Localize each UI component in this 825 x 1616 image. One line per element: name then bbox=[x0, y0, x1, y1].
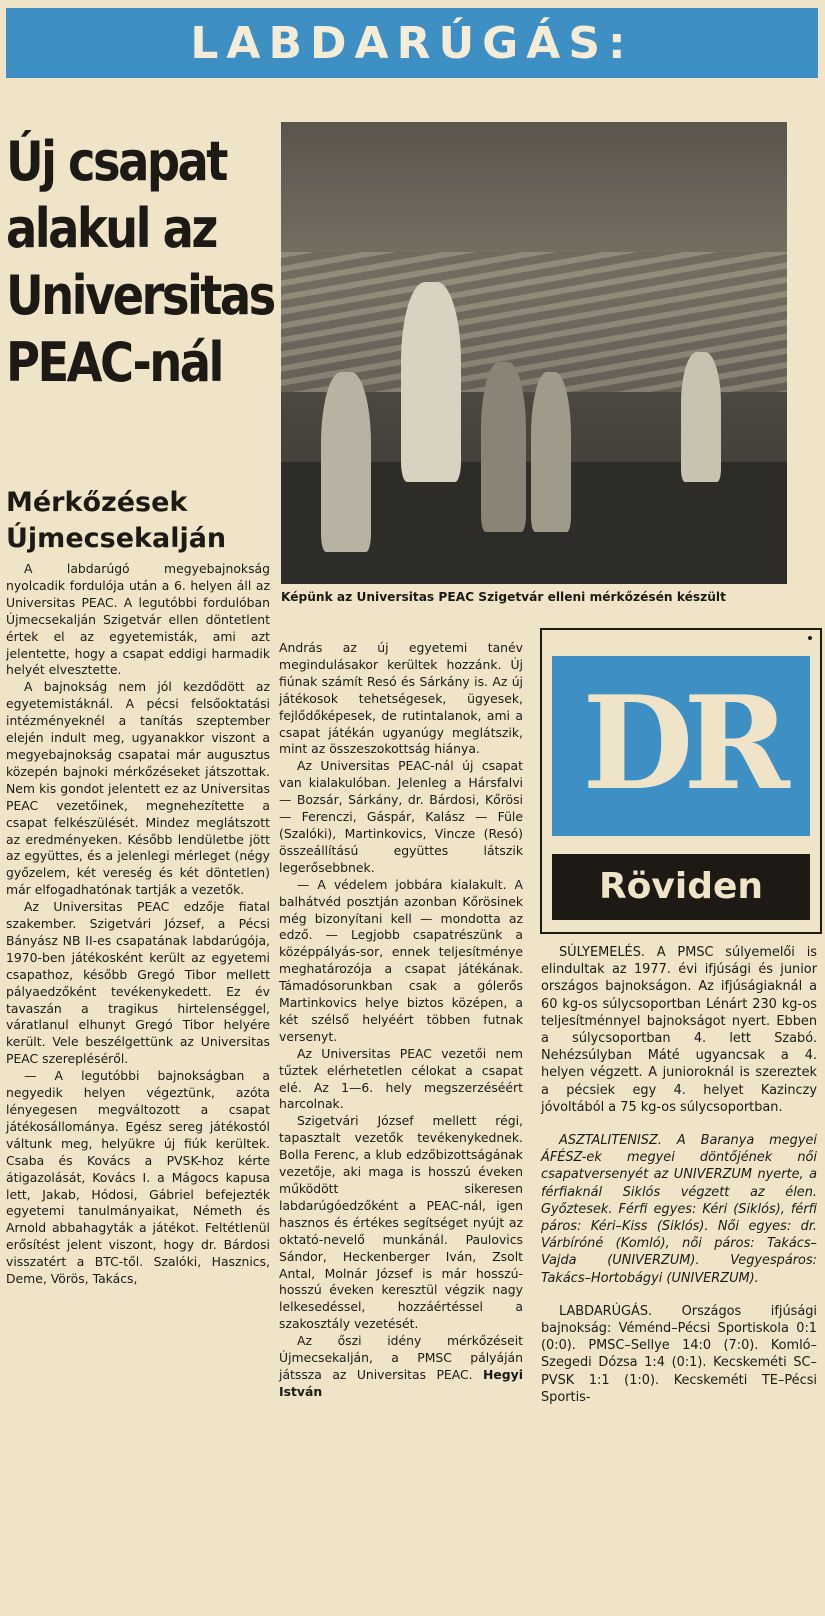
paragraph: Az Universitas PEAC edzője fiatal szakember. Szigetvári József, a Pécsi Bányász NB II-es csapatának labdarúgója, 1970-ben játékosként került az egyetemi csapathoz, később Gregó Tibor mellett pályaedzőként tevékenykedett. Ez év tavaszán a tragikus hirtelenséggel, váratlanul elhunyt Gregó Tibor helyére került. Vele beszélgettünk az Universitas PEAC szerepléséről. bbox=[6, 899, 270, 1067]
photo-player bbox=[481, 362, 526, 532]
paragraph: A bajnokság nem jól kezdődött az egyetemistáknál. A pécsi felsőoktatási intézményeknél a tanítás szeptember elején indult meg, ugyanakkor viszont a megyebajnokság csapatai már augusztus közepén bajnoki mérkőzéseket játszottak. Nem kis gondot jelentett ez az Universitas PEAC vezetőinek, megnehezítette a csapat felkészülését. Mindez meglátszott az eredményeken. Később lendületbe jött az együttes, és a jelenlegi mérleget (négy győzelem, két vereség és két döntetlen) már elfogadhatónak tartják a vezetők. bbox=[6, 679, 270, 898]
article-subhead bbox=[6, 485, 268, 557]
section-banner bbox=[6, 8, 818, 78]
section-title: LABDARÚGÁS: bbox=[190, 17, 634, 69]
dr-logo bbox=[552, 656, 810, 836]
photo-caption: Képünk az Universitas PEAC Szigetvár elleni mérkőzésén készült bbox=[281, 590, 726, 604]
paragraph: Az Universitas PEAC vezetői nem tűztek elérhetetlen célokat a csapat elé. Az 1—6. hely megszerzéséért harcolnak. bbox=[279, 1045, 523, 1112]
roviden-header: Röviden bbox=[552, 854, 810, 920]
news-table-tennis: ASZTALITENISZ. A Baranya megyei ÁFÉSZ-ek megyei döntőjének női csapatversenyét az UNIVERZUM nyerte, a férfiaknál Siklós végzett az élen. Győztesek. Férfi egyes: Kéri (Siklós), férfi páros: Kéri–Kiss (Siklós). Női egyes: dr. Várbíróné (Komló), női páros: Takács–Vajda (UNIVERZUM). Vegyespáros: Takács–Hortobágyi (UNIVERZUM). bbox=[541, 1133, 817, 1286]
news-football: LABDARÚGÁS. Országos ifjúsági bajnokság: Véménd–Pécsi Sportiskola 0:1 (0:0). PMSC–Sellye 14:0 (7:0). Komló–Szegedi Dózsa 1:4 (0:1). Kecskeméti SC–PVSK 1:1 (1:0). Kecskeméti TE–Pécsi Sportis- bbox=[541, 1303, 817, 1405]
photo-player bbox=[321, 372, 371, 552]
paragraph: — A legutóbbi bajnokságban a negyedik helyen végeztünk, azóta lényegesen megváltozott a csapat játékosállománya. Egész sereg játékostól váltunk meg, helyükre új fiúk kerültek. Csaba és Kovács a PVSK-hoz kérte átigazolását, Kovács I. a Mágocs kapusa lett, Jakab, Hódosi, Gábriel befejezték egyetemi tanulmányaikat, Németh és Arnold abbahagyták a játékot. Feltétlenül erősítést jelent viszont, hogy dr. Bárdosi visszatért a BTC-től. Szalóki, Hasznics, Deme, Vörös, Takács, bbox=[6, 1068, 270, 1287]
paragraph: A labdarúgó megyebajnokság nyolcadik fordulója után a 6. helyen áll az Universitas PEAC. A legutóbbi fordulóban Újmecsekalján Szigetvár ellen döntetlent értek el az egyetemisták, ami azt jelentette, hogy a csapat eddigi harmadik helyét elvesztette. bbox=[6, 561, 270, 678]
paragraph: Szigetvári József mellett régi, tapasztalt vezetők tevékenykednek. Bolla Ferenc, a klub edzőbizottságának vezetője, aki maga is hosszú éveken működött sikeresen labdarúgóedzőként a PEAC-nál, igen hasznos és értékes segítséget nyújt az oktató-nevelő munkánál. Paulovics Sándor, Heckenberger Iván, Zsolt Antal, Molnár József is már hosszú-hosszú éveken keresztül végzik nagy lelkesedéssel, hozzáértéssel a szakosztály vezetését. bbox=[279, 1113, 523, 1332]
closing-text: Az őszi idény mérkőzéseit Újmecsekalján, a PMSC pályáján játssza az Universitas PEAC. bbox=[279, 1333, 523, 1382]
dr-logo-box bbox=[540, 628, 822, 934]
article-column-2 bbox=[279, 640, 523, 1401]
dot-mark bbox=[808, 636, 812, 640]
match-photo bbox=[281, 122, 787, 584]
paragraph bbox=[279, 1333, 523, 1401]
paragraph: András az új egyetemi tanév megindulásakor kerültek hozzánk. Új fiúnak számít Resó és Sárkány is. Az új játékosok tehetségesek, ügyesek, fejlődőképesek, de rutintalanok, ami a csapat játékán ugyanúgy meglátszik, mint az összeszokottság hiánya. bbox=[279, 640, 523, 757]
headline-line: alakul az bbox=[6, 197, 216, 260]
news-column bbox=[541, 944, 817, 1406]
subhead-line: Újmecsekalján bbox=[6, 523, 227, 554]
author-signature: Hegyi István bbox=[279, 1366, 523, 1399]
dr-logo-text: DR bbox=[582, 669, 780, 819]
headline-line: Új csapat bbox=[6, 130, 226, 193]
news-weightlifting: SÚLYEMELÉS. A PMSC súlyemelői is elindultak az 1977. évi ifjúsági és junior országos bajnokságon. Az ifjúságiaknál a 60 kg-os súlycsoportban Lénárt 230 kg-os teljesítménnyel bajnokságot nyert. Ebben a súlycsoportban 4. lett Szabó. Nehézsúlyban Máté ugyancsak a 4. helyen végzett. A junioroknál is szereztek a pécsiek egy 4. helyet Kazinczy jóvoltából a 75 kg-os súlycsoportban. bbox=[541, 945, 817, 1115]
photo-player bbox=[681, 352, 721, 482]
paragraph: Az Universitas PEAC-nál új csapat van kialakulóban. Jelenleg a Hársfalvi — Bozsár, Sárkány, dr. Bárdosi, Kőrösi — Ferenczi, Gáspár, Kalász — Füle (Szalóki), Martinkovics, Vincze (Resó) összeállítású együttes látszik legerősebbnek. bbox=[279, 758, 523, 875]
photo-goalkeeper bbox=[401, 282, 461, 482]
article-headline bbox=[6, 128, 274, 396]
photo-player bbox=[531, 372, 571, 532]
subhead-line: Mérkőzések bbox=[6, 487, 188, 518]
article-column-1 bbox=[6, 561, 270, 1288]
headline-line: Universitas bbox=[6, 264, 274, 327]
headline-line: PEAC-nál bbox=[6, 331, 222, 394]
paragraph: — A védelem jobbára kialakult. A balhátvéd posztján azonban Kőrösinek még bizonyítani kell — mondotta az edző. — Legjobb csapatrészünk a középpályás-sor, ennek teljesítménye meghatározója a csapat játékának. Támadósorunkban csak a gólerős Martinkovics helye biztos középen, a két szélső helyéért többen futnak versenyt. bbox=[279, 876, 523, 1044]
